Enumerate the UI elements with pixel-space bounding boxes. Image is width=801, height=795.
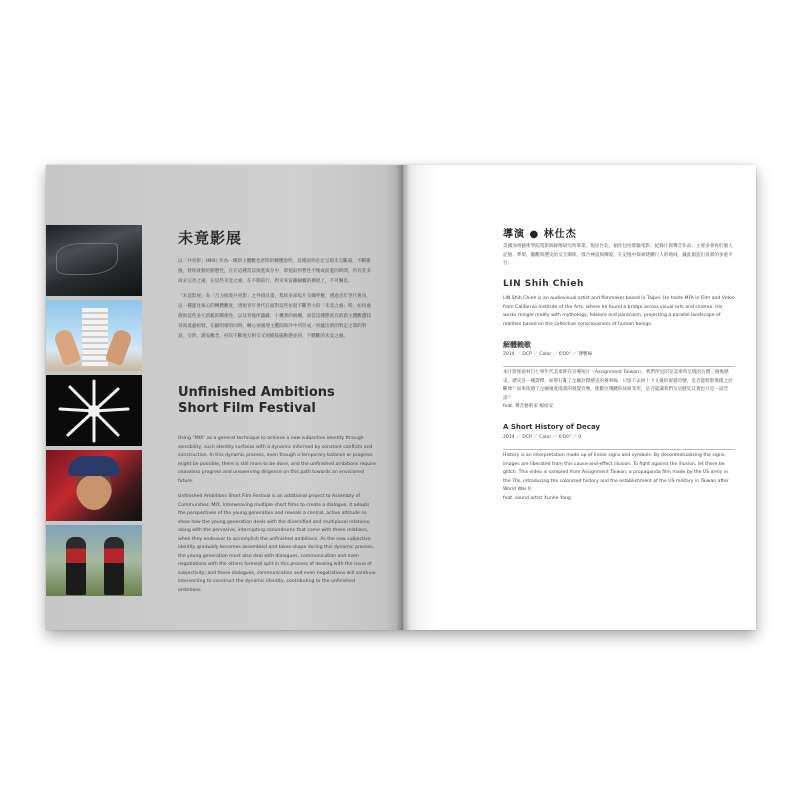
film-title-en: A Short History of Decay xyxy=(503,423,601,431)
intro-zh-paragraph: 以「共亮影」(MIX) 作為一種新主體觀也逐間的轉體說明，這種說明必定呈現未完斷殺，不斷衝撞，曾經就動的動態性，在在這種當前演進與存中，即使取得暫性平衡或前進的時間，仍有許多尚未完善之處，在這些未竟之處，在不動前行，對未來富繼歸屬的擴展上，不可懈息。 xyxy=(178,259,371,284)
film-still-map-image xyxy=(46,225,142,296)
film-meta-en: 2014 ／ DCP ／ Color ／ 6'00" ／ 0 xyxy=(503,435,582,440)
left-page xyxy=(46,165,403,630)
director-bio-zh: 美國加州藝術學院電影與錄像研究所畢業，現居台北，創作包括實驗電影、紀錄片與聲音作品，主要多會看於個人記憶、夢境、臘觀與歷史的交互關係，揉合神話與傳說，在記憶中探索建構行人的地域，據此創造出真實的多重平台。 xyxy=(503,244,733,266)
film-synopsis-zh xyxy=(503,366,735,412)
festival-title-en: Unfinished Ambitions Short Film Festival xyxy=(178,385,335,416)
director-name-en: LIN Shih Chieh xyxy=(503,279,584,289)
synopsis-zh-text: 本片影像取材自七零年代美軍經在京導短片《Assignment Taiwan》，我們所見的是美軍所呈現的台灣三個後歷史。歷史是一種證釋，如將打亂了企圖詮釋歷史的視事線，只留下去掉上下文後的視覺符號，是否能將影像僅之於斷像？如果依循了企圖殖產漫畫的視覺符號，使數位殘體的故障等形，是否能讓我們友是歷史其實也只是一道咒語？ xyxy=(503,370,733,401)
festival-intro-en xyxy=(178,435,378,602)
right-page xyxy=(403,165,756,630)
intro-en-paragraph: Unfinished Ambitions Short Film Festival is an additional project to Assembly of Communities: MIX. Interweaving multiple short films to create a dialogue, it adopts the perspectives of the young generation and reveals a central, active attitude so show how the young generation deals with the diversified and multiplural relations, along with the pervasive, interrupting conundrums that come with these relations, when they endeavor to accomplish the unfinished ambitions. As the new subjective identity gradually becomes assembled and takes shape during this dynamic process, the young generation must also deal with dialogues, communication and even negotiations with the others formed/ split in this process of dealing with the issue of subjectivity; and these dialogues, communication and even negotiations will continue intersecting to construct the dynamic identity, contributing to the unfinished ambitions. xyxy=(178,494,376,593)
festival-title-zh: 未竟影展 xyxy=(178,229,243,247)
director-heading-zh: 導演 ● 林仕杰 xyxy=(503,229,577,240)
open-book-spread xyxy=(46,165,756,630)
intro-en-paragraph: Using “MIX” as a general technique to achieve a new subjective identity through sensibility, such identity surfaces with a dynamic informed by constant conflicts and construction. In this dynamic process, even though a temporary balance or progress might be possible, there is still more to be done, and the unfinished ambitions require ceaseless progress and unswerving diligence on this path towards an envisioned future. xyxy=(178,436,376,484)
intro-zh-paragraph: 「未竟影展」為「合力組裝共亮影」之外掛計畫，集結多部短片交織呼應，透過青年世代視角，以一種運見核心的轉體觀度，透視青年世代在面對這些仿混不斷努力的「未竟之處」時，如何處理與這些多元紛亂的關係性，以及背後所蘊藏，干擾著的糾纏，而當這種態度在的新主體觀遭找尋與逃避組裝，在顯明情的同時，轉心須處理主體間與冷中所形成／所蘊出新的對走之間的對話，交涉，溝安觀念，持次不斷地互相交叉迴續搖擺動態並的，不體斷的未竟之處。 xyxy=(178,294,371,339)
film-still-building-hands-image xyxy=(46,300,142,371)
film-meta-zh: 2014 ／ DCP ／ Color ／ 6'00" ／ 聲響線 xyxy=(503,352,593,357)
film-still-child-portrait-image xyxy=(46,450,142,521)
film-still-strip xyxy=(46,225,142,600)
film-still-two-figures-image xyxy=(46,525,142,596)
synopsis-en-text: History is an interpretation made up of linear signs and symbols. By decontextualizing the signs, images are liberated from this cause-and-effect illusion. To fight against the illusion, let there be glitch. This video is sampled from Assignment Taiwan, a propaganda film made by the US army in the 70s, introducing the colonized history and the establishment of the US military in Taiwan after World War II. xyxy=(503,453,729,492)
synopsis-zh-feat: feat. 聲音藝術家 楊紹安 xyxy=(503,404,554,409)
film-still-hands-circle-image xyxy=(46,375,142,446)
synopsis-en-feat: feat. sound artist Xunhe Yang xyxy=(503,495,571,501)
film-title-zh: 解體輓歌 xyxy=(503,341,531,349)
film-synopsis-en xyxy=(503,449,735,503)
festival-intro-zh xyxy=(178,257,374,347)
director-bio-en: LIN Shih Chieh is an audiovisual artist and filmmaker based in Taipei. He holds MFA in Film and Video from California Institute of the Arts, where he found a bridge across visual arts and cinema. His works mingle reality with mythology, folklore and paracosm, projecting a parallel landscape of realities based on the collective consciousness of human beings. xyxy=(503,296,735,327)
